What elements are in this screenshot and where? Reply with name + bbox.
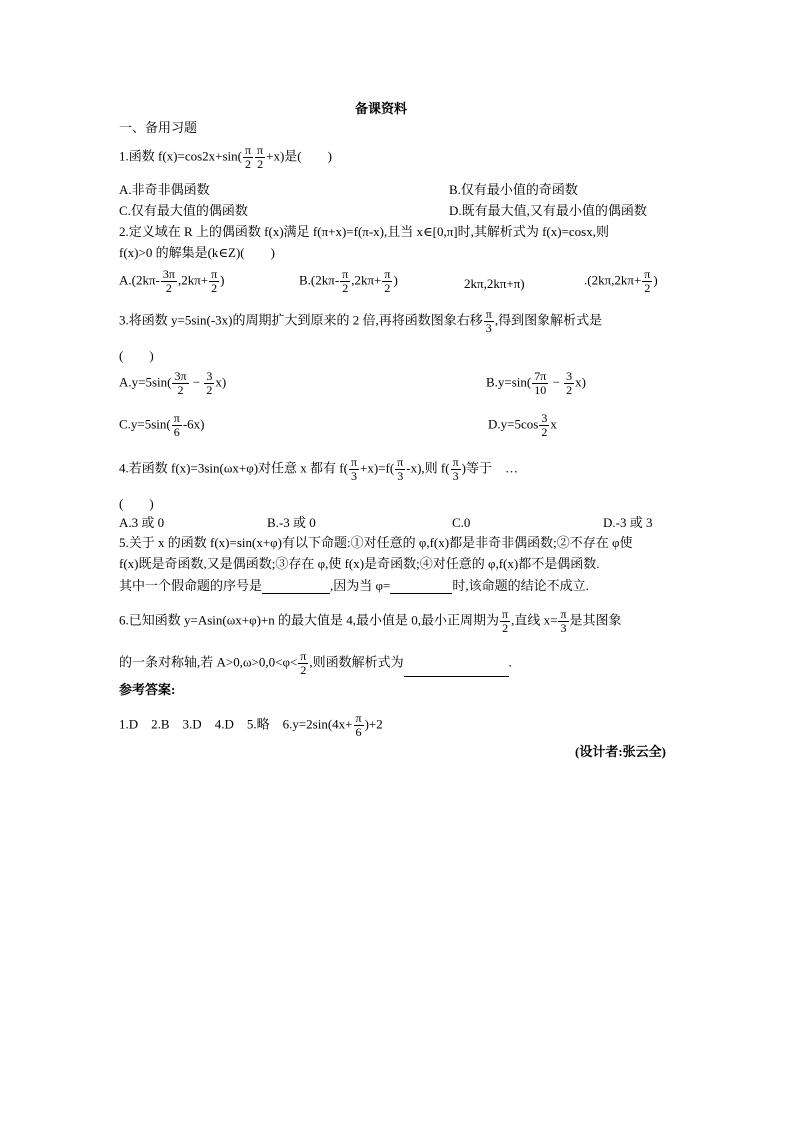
question-1 [119,144,332,171]
q4-option-a: A.3 或 0 [119,515,165,530]
question-2-line-1: 2.定义域在 R 上的偶函数 f(x)满足 f(π+x)=f(π-x),且当 x∈[0,π]时,其解析式为 f(x)=cosx,则 [119,224,609,239]
q1-stem-a: 1.函数 f(x)=cos2x+sin( [119,148,242,164]
q3-option-a: A.y=5sin( $\frac{3\pi}{2}$ − $\frac{3}{2}$ x) [119,369,227,397]
q1-fraction-1: $\frac{\pi}{2}$ [244,143,252,171]
q4-option-b: B.-3 或 0 [267,515,316,530]
q3-option-b: B.y=sin( $\frac{7\pi}{10}$ − $\frac{3}{2}$ x) [486,369,587,397]
question-5-line-1: 5.关于 x 的函数 f(x)=sin(x+φ)有以下命题:①对任意的 φ,f(x)都是非奇非偶函数;②不存在 φ使 [119,535,633,550]
q4-option-c: C.0 [452,515,471,530]
section-heading: 一、备用习题 [119,120,198,135]
question-5-line-3: 其中一个假命题的序号是 ,因为当 φ= 时,该命题的结论不成立. [119,578,589,593]
designer-credit: (设计者:张云全) [575,744,666,759]
answers-heading: 参考答案: [119,682,176,697]
q1-option-a: A.非奇非偶函数 [119,182,210,197]
q2-option-b: B.(2kπ- $\frac{\pi}{2}$ ,2kπ+ $\frac{\pi}{2}$ ) [299,267,398,295]
question-3: 3.将函数 y=5sin(-3x)的周期扩大到原来的 2 倍,再将函数图象右移 $\frac{\pi}{3}$ ,得到图象解析式是 [119,307,603,335]
q2-option-a: A.(2kπ- $\frac{3\pi}{2}$ ,2kπ+ $\frac{\pi}{2}$ ) [119,267,225,295]
question-5-line-2: f(x)既是奇函数,又是偶函数;③存在 φ,使 f(x)是奇函数;④对任意的 φ,f(x)都不是偶函数. [119,556,600,571]
q6-answer-blank[interactable] [404,664,509,677]
q2-option-c: 2kπ,2kπ+π) [464,276,525,291]
q3-option-d: D.y=5cos $\frac{3}{2}$ x [488,411,557,439]
document-title: 备课资料 [355,101,408,116]
q1-fraction-2: $\frac{\pi}{2}$ [257,143,264,171]
q2-option-d: .(2kπ,2kπ+ $\frac{\pi}{2}$ ) [584,267,658,295]
q1-option-b: B.仅有最小值的奇函数 [449,182,578,197]
q1-stem-b: +x)是( ) [266,148,332,164]
question-4: 4.若函数 f(x)=3sin(ωx+φ)对任意 x 都有 f( $\frac{\pi}{3}$ +x)=f( $\frac{\pi}{3}$ -x),则 f( $\frac{\pi}{3}$ )等于 … [119,455,518,483]
q5-answer-blank-1[interactable] [262,581,330,594]
answers-text: 1.D 2.B 3.D 4.D 5.略 6.y=2sin(4x+ $\frac{\pi}{6}$ )+2 [119,711,383,739]
q1-option-c: C.仅有最大值的偶函数 [119,203,248,218]
question-6-line-2: 的一条对称轴,若 A>0,ω>0,0<φ< $\frac{\pi}{2}$ ,则函数解析式为 . [119,649,512,677]
q5-answer-blank-2[interactable] [390,581,452,594]
q4-paren: ( ) [119,496,154,511]
question-6-line-1: 6.已知函数 y=Asin(ωx+φ)+n 的最大值是 4,最小值是 0,最小正周期为 $\frac{\pi}{2}$ ,直线 x= $\frac{\pi}{3}$ 是其图象 [119,607,622,635]
q3-option-c: C.y=5sin( $\frac{\pi}{6}$ -6x) [119,411,205,439]
q1-option-d: D.既有最大值,又有最小值的偶函数 [449,203,647,218]
question-2-line-2: f(x)>0 的解集是(k∈Z)( ) [119,245,275,260]
q3-paren: ( ) [119,348,154,363]
q4-option-d: D.-3 或 3 [603,515,653,530]
